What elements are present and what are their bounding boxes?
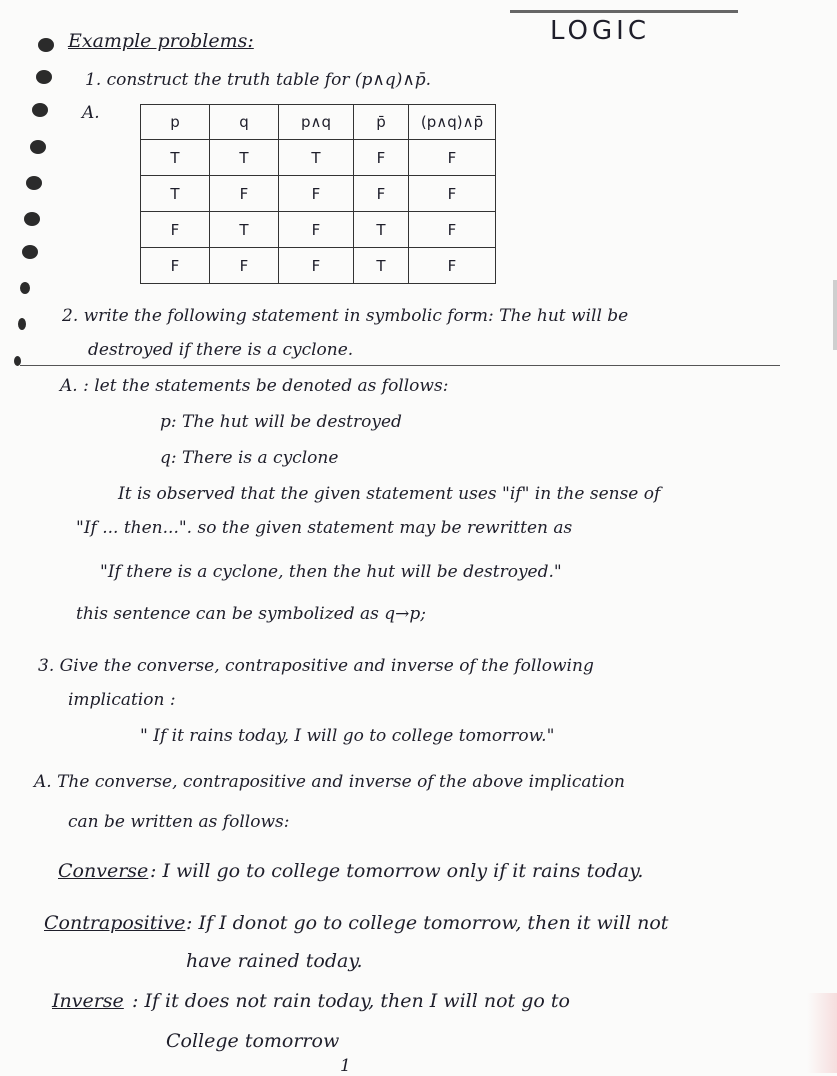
table-cell: F xyxy=(354,176,409,212)
col-header: p∧q xyxy=(279,105,354,140)
binder-hole-6 xyxy=(24,212,40,226)
table-cell: F xyxy=(409,248,496,284)
edge-mark xyxy=(833,280,837,350)
inverse-label: Inverse xyxy=(52,990,124,1012)
table-cell: F xyxy=(279,248,354,284)
binder-hole-1 xyxy=(38,38,54,52)
table-cell: T xyxy=(210,140,279,176)
binder-hole-5 xyxy=(26,176,42,190)
q3-implication: " If it rains today, I will go to college tomorrow." xyxy=(140,726,555,746)
contrapositive-text-line2: have rained today. xyxy=(186,950,363,972)
q2-rewritten: "If there is a cyclone, then the hut will be destroyed." xyxy=(100,562,562,582)
table-cell: T xyxy=(354,248,409,284)
truth-table-header xyxy=(141,105,496,140)
top-margin-line xyxy=(510,10,738,13)
table-cell: F xyxy=(141,212,210,248)
q2-def-p: p: The hut will be destroyed xyxy=(160,412,402,432)
table-cell: T xyxy=(210,212,279,248)
binder-hole-4 xyxy=(30,140,46,154)
table-cell: T xyxy=(354,212,409,248)
truth-table xyxy=(140,104,496,284)
table-row xyxy=(141,140,496,176)
converse-label: Converse xyxy=(58,860,149,882)
binder-hole-7 xyxy=(22,245,38,259)
binder-hole-2 xyxy=(36,70,52,84)
table-cell: F xyxy=(409,140,496,176)
q2-answer-intro: A. : let the statements be denoted as follows: xyxy=(60,376,449,396)
page-heading: Example problems: xyxy=(68,30,254,52)
q3-question-line1: 3. Give the converse, contrapositive and inverse of the following xyxy=(38,656,594,676)
table-cell: F xyxy=(279,176,354,212)
q1-answer-marker: A. xyxy=(82,103,100,123)
binder-hole-3 xyxy=(32,103,48,117)
table-cell: F xyxy=(354,140,409,176)
table-row xyxy=(141,176,496,212)
table-cell: F xyxy=(210,176,279,212)
table-cell: F xyxy=(409,176,496,212)
q3-answer-line1: A. The converse, contrapositive and inverse of the above implication xyxy=(34,772,625,792)
binder-hole-9 xyxy=(18,318,26,330)
col-header: p̄ xyxy=(354,105,409,140)
col-header: (p∧q)∧p̄ xyxy=(409,105,496,140)
col-header: p xyxy=(141,105,210,140)
col-header: q xyxy=(210,105,279,140)
q2-question-line1: 2. write the following statement in symbolic form: The hut will be xyxy=(62,306,629,326)
q3-answer-line2: can be written as follows: xyxy=(68,812,290,832)
contrapositive-text-line1: : If I donot go to college tomorrow, then it will not xyxy=(186,912,669,934)
inverse-text-line1: : If it does not rain today, then I will not go to xyxy=(132,990,570,1012)
q2-observation-line2: "If ... then...". so the given statement may be rewritten as xyxy=(76,518,573,538)
contrapositive-label: Contrapositive xyxy=(44,912,186,934)
q2-separator-line xyxy=(20,365,780,366)
table-cell: F xyxy=(409,212,496,248)
table-cell: T xyxy=(141,140,210,176)
table-cell: T xyxy=(141,176,210,212)
converse-text: : I will go to college tomorrow only if it rains today. xyxy=(150,860,644,882)
table-cell: F xyxy=(141,248,210,284)
inverse-text-line2: College tomorrow xyxy=(166,1030,340,1052)
table-row xyxy=(141,212,496,248)
table-cell: T xyxy=(279,140,354,176)
table-cell: F xyxy=(210,248,279,284)
table-row xyxy=(141,248,496,284)
q2-symbolized: this sentence can be symbolized as q→p; xyxy=(76,604,427,624)
q2-def-q: q: There is a cyclone xyxy=(160,448,339,468)
table-cell: F xyxy=(279,212,354,248)
page-number: 1 xyxy=(340,1056,351,1076)
binder-hole-8 xyxy=(20,282,30,294)
subject-title: LOGIC xyxy=(550,16,650,46)
corner-shadow xyxy=(807,993,837,1073)
q2-observation-line1: It is observed that the given statement uses "if" in the sense of xyxy=(118,484,661,504)
q3-question-line2: implication : xyxy=(68,690,176,710)
q2-question-line2: destroyed if there is a cyclone. xyxy=(88,340,354,360)
q1-question: 1. construct the truth table for (p∧q)∧p̄. xyxy=(85,70,432,90)
